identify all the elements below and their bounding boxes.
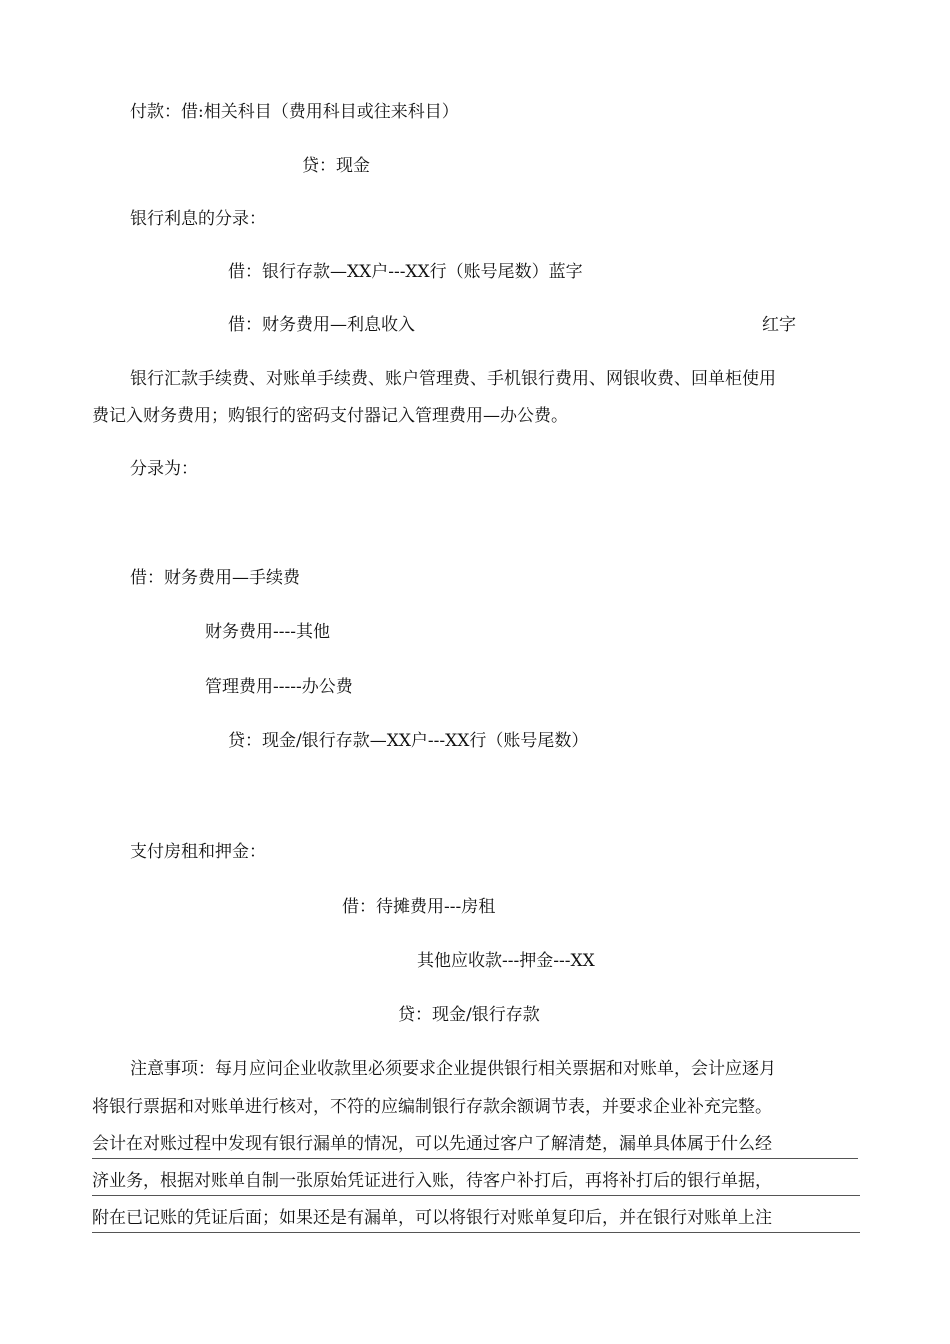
text-line: 银行利息的分录：	[130, 209, 266, 229]
text-line: 会计在对账过程中发现有银行漏单的情况，可以先通过客户了解清楚，漏单具体属于什么经	[92, 1134, 772, 1154]
text-line: 借：财务费用—利息收入	[228, 315, 415, 335]
text-line: 借：银行存款—XX户---XX行（账号尾数）蓝字	[228, 262, 583, 282]
text-line: 分录为：	[130, 459, 198, 479]
text-line: 贷：现金/银行存款—XX户---XX行（账号尾数）	[228, 731, 589, 751]
underline-rule	[92, 1195, 860, 1196]
text-line: 付款：借:相关科目（费用科目或往来科目）	[130, 102, 459, 122]
text-line: 贷：现金/银行存款	[398, 1005, 540, 1025]
text-line: 借：财务费用—手续费	[130, 568, 300, 588]
text-line: 附在已记账的凭证后面；如果还是有漏单，可以将银行对账单复印后，并在银行对账单上注	[92, 1208, 772, 1228]
text-line: 支付房租和押金：	[130, 842, 266, 862]
text-line: 借：待摊费用---房租	[342, 897, 496, 917]
text-line: 济业务，根据对账单自制一张原始凭证进行入账，待客户补打后，再将补打后的银行单据，	[92, 1171, 772, 1191]
text-line: 红字	[762, 315, 796, 335]
text-line: 贷：现金	[302, 156, 370, 176]
text-line: 将银行票据和对账单进行核对，不符的应编制银行存款余额调节表，并要求企业补充完整。	[92, 1097, 772, 1117]
text-line: 注意事项：每月应问企业收款里必须要求企业提供银行相关票据和对账单，会计应逐月	[130, 1059, 776, 1079]
text-line: 财务费用----其他	[205, 622, 330, 642]
underline-rule	[92, 1158, 858, 1159]
text-line: 费记入财务费用；购银行的密码支付器记入管理费用—办公费。	[92, 406, 568, 426]
underline-rule	[92, 1232, 860, 1233]
text-line: 银行汇款手续费、对账单手续费、账户管理费、手机银行费用、网银收费、回单柜使用	[130, 369, 776, 389]
text-line: 其他应收款---押金---XX	[417, 951, 595, 971]
text-line: 管理费用-----办公费	[205, 677, 353, 697]
